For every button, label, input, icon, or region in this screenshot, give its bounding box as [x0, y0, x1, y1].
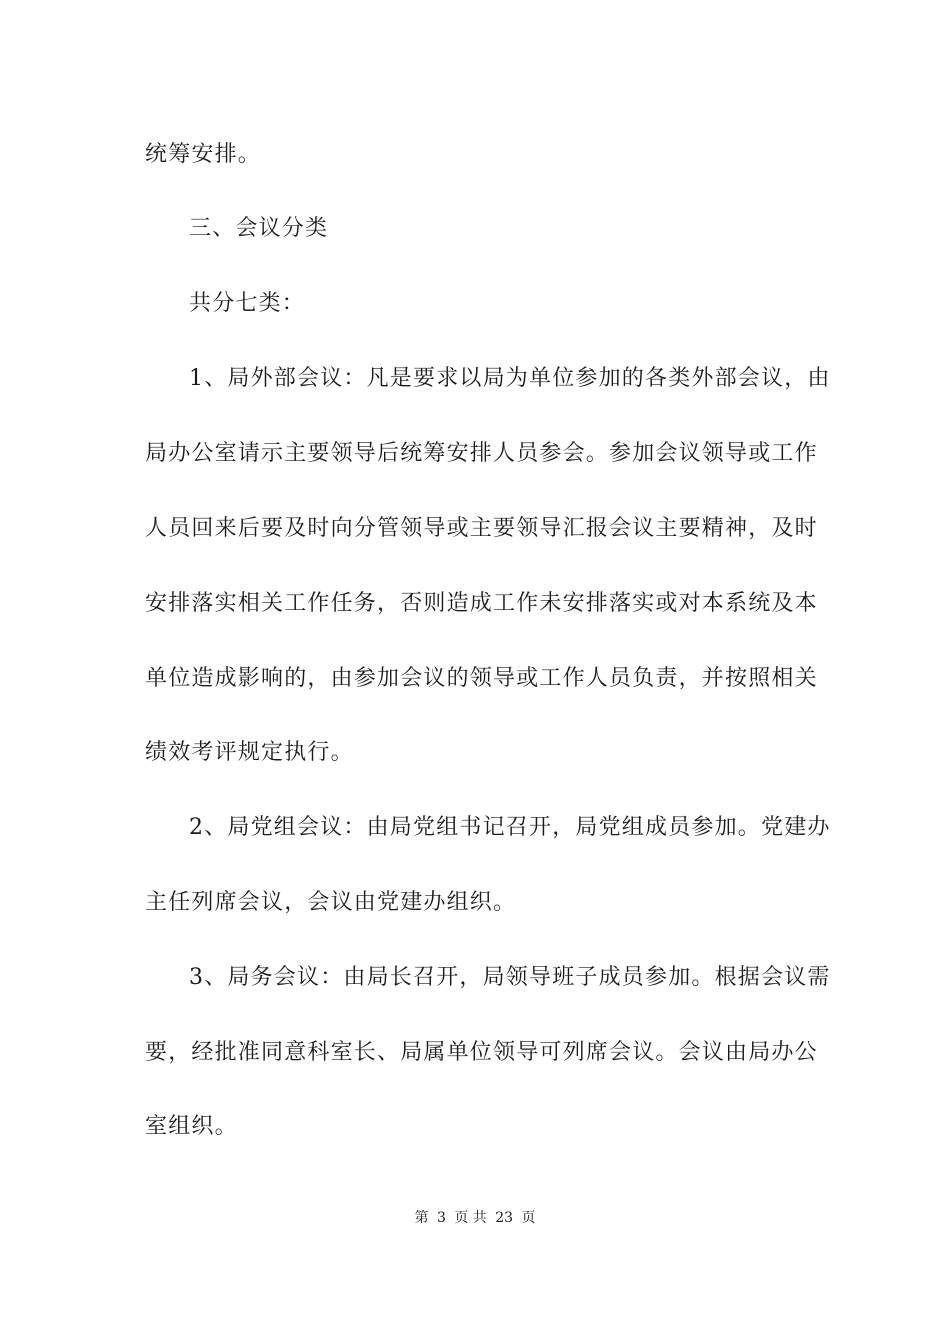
paragraph-line: 绩效考评规定执行。 [145, 740, 354, 765]
paragraph-line: 单位造成影响的，由参加会议的领导或工作人员负责，并按照相关 [145, 666, 818, 691]
paragraph-line: 安排落实相关工作任务，否则造成工作未安排落实或对本系统及本 [145, 591, 818, 616]
paragraph-line: 3、局务会议：由局长召开，局领导班子成员参加。根据会议需 [189, 965, 831, 990]
paragraph-line: 主任列席会议，会议由党建办组织。 [145, 890, 517, 915]
footer-suffix: 页 [521, 1210, 536, 1226]
total-page-count: 23 [495, 1210, 514, 1226]
footer-prefix: 第 [414, 1210, 429, 1226]
paragraph-line: 人员回来后要及时向分管领导或主要领导汇报会议主要精神，及时 [145, 516, 818, 541]
section-heading: 三、会议分类 [189, 216, 329, 241]
paragraph-line: 2、局党组会议：由局党组书记召开，局党组成员参加。党建办 [189, 815, 831, 840]
paragraph-line: 室组织。 [145, 1114, 238, 1139]
page-footer [0, 1208, 950, 1228]
paragraph-line: 1、局外部会议：凡是要求以局为单位参加的各类外部会议，由 [189, 366, 831, 391]
paragraph-line: 要，经批准同意科室长、局属单位领导可列席会议。会议由局办公 [145, 1040, 818, 1065]
paragraph-line: 局办公室请示主要领导后统筹安排人员参会。参加会议领导或工作 [145, 441, 818, 466]
footer-middle: 页 共 [454, 1210, 487, 1226]
paragraph-line: 共分七类： [189, 291, 306, 316]
paragraph-line: 统筹安排。 [145, 142, 262, 167]
current-page-number: 3 [436, 1210, 446, 1226]
